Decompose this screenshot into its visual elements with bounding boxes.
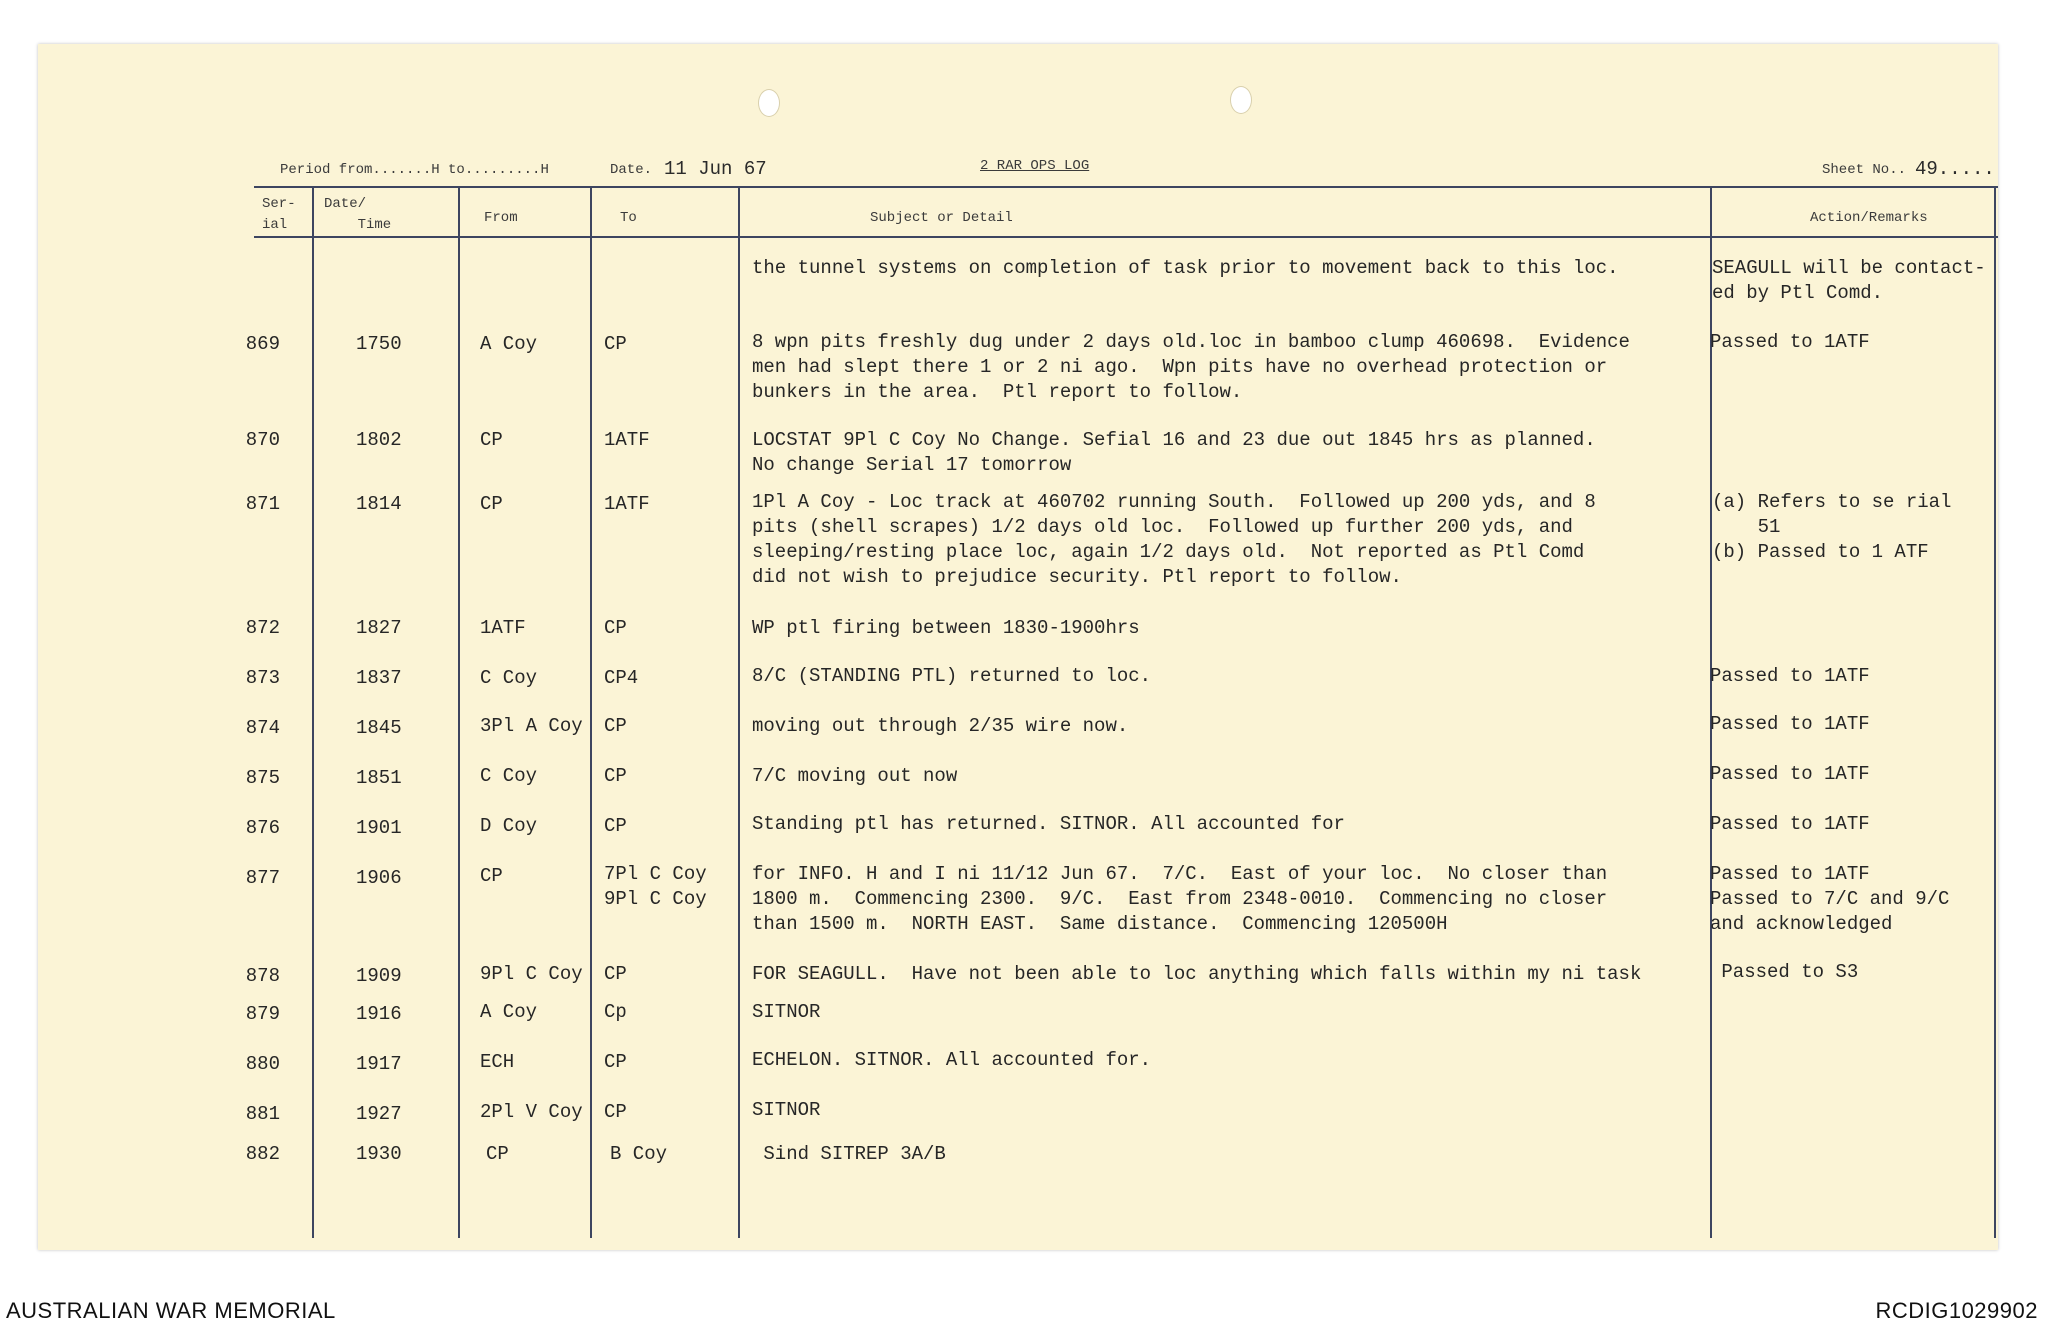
row-time: 1906 bbox=[356, 867, 402, 889]
row-action: Passed to 1ATF bbox=[1710, 331, 1870, 353]
col-divider-to bbox=[738, 188, 740, 1238]
row-to: Cp bbox=[604, 1001, 627, 1023]
row-time: 1901 bbox=[356, 817, 402, 839]
row-from: ECH bbox=[480, 1051, 515, 1073]
row-subject: FOR SEAGULL. Have not been able to loc anything which falls within my ni task bbox=[752, 963, 1642, 985]
row-subject: 8 wpn pits freshly dug under 2 days old.loc in bamboo clump 460698. Evidence men had slept there 1 or 2 ni ago. Wpn pits have no overhead protection or bunkers in the area. Ptl report to follow. bbox=[752, 331, 1630, 403]
col-divider-serial bbox=[312, 188, 314, 1238]
row-to: CP bbox=[604, 765, 627, 787]
punch-hole-left bbox=[758, 89, 780, 117]
row-from: 3Pl A Coy bbox=[480, 715, 583, 737]
row-action: Passed to S3 bbox=[1710, 961, 1859, 983]
row-subject: SITNOR bbox=[752, 1099, 821, 1121]
row-to: CP bbox=[604, 1101, 627, 1123]
row-from: D Coy bbox=[480, 815, 538, 837]
row-action: Passed to 1ATF bbox=[1710, 713, 1870, 735]
row-action: Passed to 1ATF bbox=[1710, 813, 1870, 835]
row-to: 1ATF bbox=[604, 429, 650, 451]
sheet-number: 49..... bbox=[1915, 158, 1995, 180]
row-to: CP4 bbox=[604, 667, 639, 689]
col-divider-from bbox=[590, 188, 592, 1238]
col-divider-time bbox=[458, 188, 460, 1238]
row-serial: 869 bbox=[245, 333, 280, 355]
row-from: C Coy bbox=[480, 765, 538, 787]
row-time: 1802 bbox=[356, 429, 402, 451]
row-serial: 870 bbox=[245, 429, 280, 451]
row-action: SEAGULL will be contact- ed by Ptl Comd. bbox=[1712, 257, 1986, 304]
row-subject: for INFO. H and I ni 11/12 Jun 67. 7/C. East of your loc. No closer than 1800 m. Commencing 2300. 9/C. East from 2348-0010. Commencing no closer than 1500 m. NORTH EAST. Same distance. Commencing 120500H bbox=[752, 863, 1608, 935]
col-head-action: Action/Remarks bbox=[1810, 210, 1928, 226]
row-to: CP bbox=[604, 333, 627, 355]
row-from: C Coy bbox=[480, 667, 538, 689]
col-head-to: To bbox=[620, 210, 637, 226]
header-top-rule bbox=[254, 186, 1998, 188]
row-action: Passed to 1ATF Passed to 7/C and 9/C and acknowledged bbox=[1710, 863, 1950, 935]
row-time: 1909 bbox=[356, 965, 402, 987]
row-time: 1814 bbox=[356, 493, 402, 515]
row-time: 1851 bbox=[356, 767, 402, 789]
col-head-datetime: Date/ Time bbox=[324, 196, 392, 233]
row-serial: 874 bbox=[245, 717, 280, 739]
row-serial: 880 bbox=[245, 1053, 280, 1075]
row-to: CP bbox=[604, 963, 627, 985]
row-subject: WP ptl firing between 1830-1900hrs bbox=[752, 617, 1140, 639]
row-time: 1845 bbox=[356, 717, 402, 739]
row-subject: moving out through 2/35 wire now. bbox=[752, 715, 1129, 737]
row-subject: the tunnel systems on completion of task prior to movement back to this loc. bbox=[752, 257, 1619, 279]
row-from: 2Pl V Coy bbox=[480, 1101, 583, 1123]
row-from: 9Pl C Coy bbox=[480, 963, 583, 985]
row-to: CP bbox=[604, 1051, 627, 1073]
date-value: 11 Jun 67 bbox=[664, 158, 767, 180]
row-from: CP bbox=[480, 493, 503, 515]
col-head-subject: Subject or Detail bbox=[870, 210, 1013, 226]
row-time: 1750 bbox=[356, 333, 402, 355]
row-serial: 872 bbox=[245, 617, 280, 639]
row-serial: 875 bbox=[245, 767, 280, 789]
row-subject: SITNOR bbox=[752, 1001, 821, 1023]
row-time: 1930 bbox=[356, 1143, 402, 1165]
row-to: CP bbox=[604, 617, 627, 639]
row-action: Passed to 1ATF bbox=[1710, 665, 1870, 687]
col-head-serial: Ser- ial bbox=[262, 196, 296, 233]
col-head-from: From bbox=[484, 210, 518, 226]
row-to: 1ATF bbox=[604, 493, 650, 515]
row-action: (a) Refers to se rial 51 (b) Passed to 1 ATF bbox=[1712, 491, 1952, 563]
row-subject: 7/C moving out now bbox=[752, 765, 958, 787]
row-to: CP bbox=[604, 815, 627, 837]
row-subject: 8/C (STANDING PTL) returned to loc. bbox=[752, 665, 1152, 687]
row-time: 1837 bbox=[356, 667, 402, 689]
row-to: CP bbox=[604, 715, 627, 737]
row-from: CP bbox=[480, 865, 503, 887]
row-subject: ECHELON. SITNOR. All accounted for. bbox=[752, 1049, 1152, 1071]
row-serial: 871 bbox=[245, 493, 280, 515]
punch-hole-right bbox=[1230, 86, 1252, 114]
row-serial: 879 bbox=[245, 1003, 280, 1025]
footer-archive-name: AUSTRALIAN WAR MEMORIAL bbox=[6, 1298, 336, 1323]
header-bottom-rule bbox=[254, 236, 1998, 238]
row-from: A Coy bbox=[480, 333, 538, 355]
row-time: 1827 bbox=[356, 617, 402, 639]
row-serial: 882 bbox=[245, 1143, 280, 1165]
row-time: 1917 bbox=[356, 1053, 402, 1075]
row-serial: 876 bbox=[245, 817, 280, 839]
row-subject: LOCSTAT 9Pl C Coy No Change. Sefial 16 and 23 due out 1845 hrs as planned. No change Serial 17 tomorrow bbox=[752, 429, 1596, 476]
log-title: 2 RAR OPS LOG bbox=[980, 158, 1090, 174]
row-serial: 877 bbox=[245, 867, 280, 889]
sheet-right-rule bbox=[1994, 188, 1996, 1238]
sheet-label: Sheet No.. bbox=[1822, 162, 1907, 178]
row-from: A Coy bbox=[480, 1001, 538, 1023]
period-field: Period from.......H to.........H bbox=[280, 162, 549, 178]
row-from: 1ATF bbox=[480, 617, 526, 639]
row-subject: 1Pl A Coy - Loc track at 460702 running South. Followed up 200 yds, and 8 pits (shell scrapes) 1/2 days old loc. Followed up further 200 yds, and sleeping/resting place loc, again 1/2 days old. Not reported as Ptl Comd did not wish to prejudice security. Ptl report to follow. bbox=[752, 491, 1596, 588]
row-serial: 881 bbox=[245, 1103, 280, 1125]
row-serial: 873 bbox=[245, 667, 280, 689]
row-subject: Sind SITREP 3A/B bbox=[752, 1143, 946, 1165]
row-subject: Standing ptl has returned. SITNOR. All accounted for bbox=[752, 813, 1345, 835]
row-time: 1916 bbox=[356, 1003, 402, 1025]
row-to: B Coy bbox=[610, 1143, 668, 1165]
row-to: 7Pl C Coy 9Pl C Coy bbox=[604, 863, 707, 910]
row-from: CP bbox=[480, 429, 503, 451]
row-time: 1927 bbox=[356, 1103, 402, 1125]
row-serial: 878 bbox=[245, 965, 280, 987]
row-action: Passed to 1ATF bbox=[1710, 763, 1870, 785]
date-label: Date. bbox=[610, 162, 653, 178]
footer-record-id: RCDIG1029902 bbox=[1875, 1298, 2038, 1323]
row-from: CP bbox=[486, 1143, 509, 1165]
